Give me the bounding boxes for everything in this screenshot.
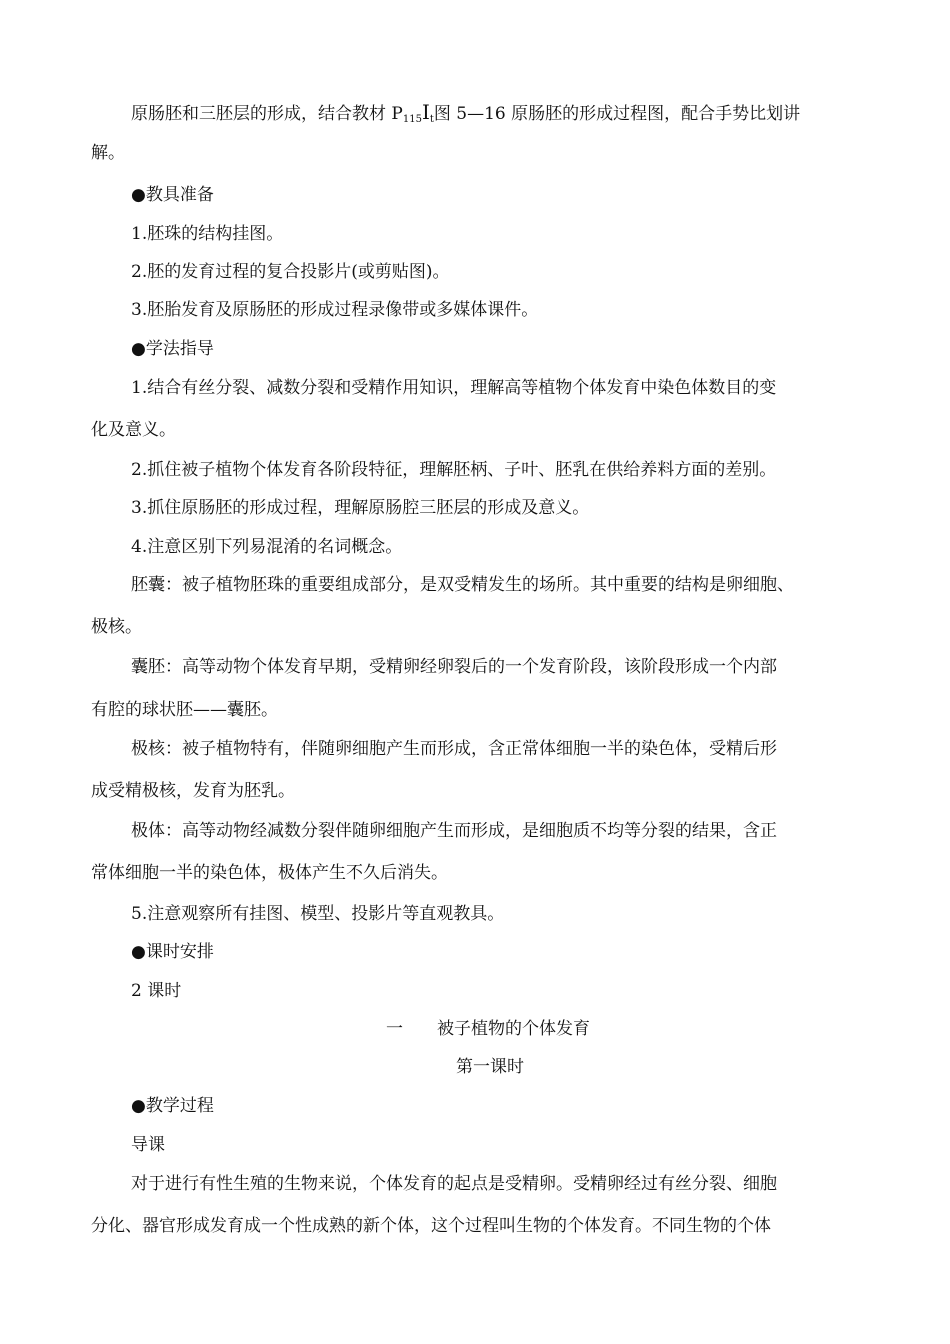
list-item: 2.抓住被子植物个体发育各阶段特征，理解胚柄、子叶、胚乳在供给养料方面的差别。 [131,460,777,480]
list-item: 5.注意观察所有挂图、模型、投影片等直观教具。 [131,904,505,924]
intro-label: 导课 [131,1135,165,1155]
list-item: 1.结合有丝分裂、减数分裂和受精作用知识，理解高等植物个体发育中染色体数目的变 [131,378,777,398]
definition-polar-body: 极体：高等动物经减数分裂伴随卵细胞产生而形成，是细胞质不均等分裂的结果，含正 [131,821,777,841]
definition-polar-body-cont: 常体细胞一半的染色体，极体产生不久后消失。 [91,863,448,883]
list-item: 4.注意区别下列易混淆的名词概念。 [131,537,403,557]
list-item: 2.胚的发育过程的复合投影片(或剪贴图)。 [131,262,450,282]
section-title: 一 被子植物的个体发育 [386,1019,590,1039]
section-heading: ●教具准备 [131,185,214,205]
paragraph-line: 解。 [91,143,125,163]
definition-blastula: 囊胚：高等动物个体发育早期，受精卵经卵裂后的一个发育阶段，该阶段形成一个内部 [131,657,777,677]
section-heading: ●课时安排 [131,942,214,962]
paragraph-line: 分化、器官形成发育成一个性成熟的新个体，这个过程叫生物的个体发育。不同生物的个体 [91,1216,771,1236]
section-heading: ●教学过程 [131,1096,214,1116]
schedule-value: 2 课时 [131,981,182,1001]
section-heading: ●学法指导 [131,339,214,359]
definition-blastula-cont: 有腔的球状胚——囊胚。 [91,700,278,720]
list-item: 3.胚胎发育及原肠胚的形成过程录像带或多媒体课件。 [131,300,539,320]
paragraph-line: 对于进行有性生殖的生物来说，个体发育的起点是受精卵。受精卵经过有丝分裂、细胞 [131,1174,777,1194]
lesson-title: 第一课时 [456,1057,524,1077]
paragraph-line: 原肠胚和三胚层的形成，结合教材 P115It图 5—16 原肠胚的形成过程图，配合手势比划讲 [131,100,801,125]
definition-embryo-sac-cont: 极核。 [91,617,142,637]
list-item-continued: 化及意义。 [91,420,176,440]
definition-polar-nucleus-cont: 成受精极核，发育为胚乳。 [91,781,295,801]
definition-embryo-sac: 胚囊：被子植物胚珠的重要组成部分，是双受精发生的场所。其中重要的结构是卵细胞、 [131,575,794,595]
definition-polar-nucleus: 极核：被子植物特有，伴随卵细胞产生而形成，含正常体细胞一半的染色体，受精后形 [131,739,777,759]
list-item: 1.胚珠的结构挂图。 [131,224,284,244]
list-item: 3.抓住原肠胚的形成过程，理解原肠腔三胚层的形成及意义。 [131,498,590,518]
